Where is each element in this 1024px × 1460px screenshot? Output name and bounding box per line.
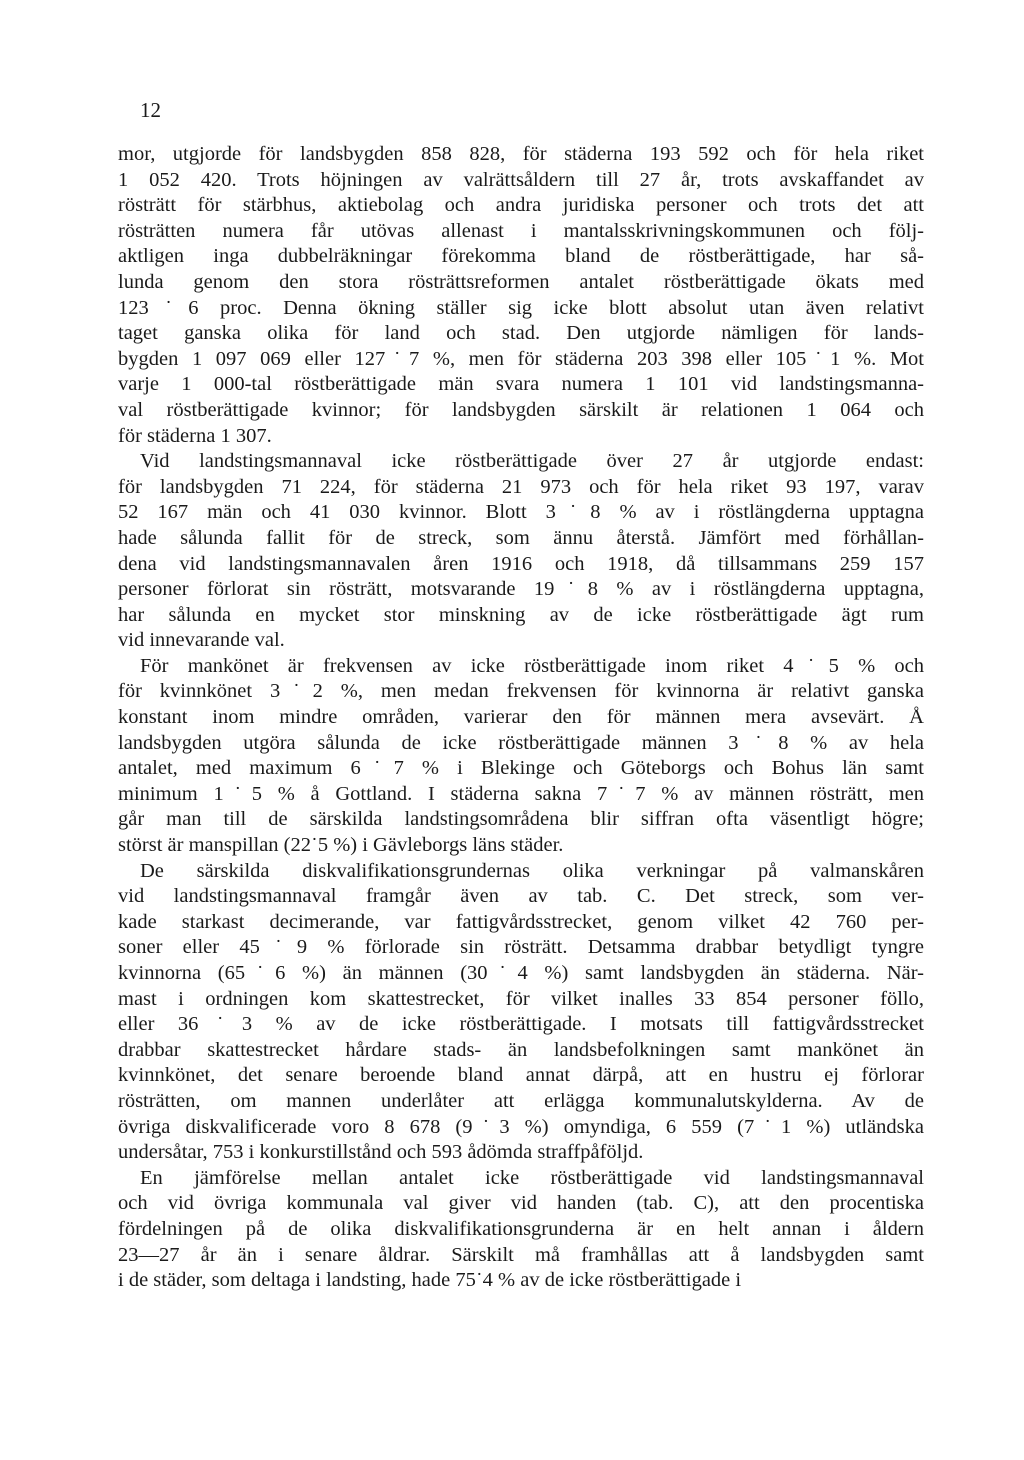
text-line: hade sålunda fallit för de streck, som ännu återstå. Jämfört med förhållan- bbox=[118, 526, 924, 549]
text-line: för städerna 1 307. bbox=[118, 424, 272, 447]
text-line: kade starkast decimerande, var fattigvårdsstrecket, genom vilket 42 760 per- bbox=[118, 910, 924, 933]
body-text bbox=[118, 142, 924, 1294]
text-line: Vid landstingsmannaval icke röstberättigade över 27 år utgjorde endast: bbox=[140, 450, 924, 473]
paragraph bbox=[118, 1166, 924, 1294]
text-line: lunda genom den stora rösträttsreformen antalet röstberättigade ökats med bbox=[118, 270, 924, 293]
text-line: antalet, med maximum 6˙7 % i Blekinge och Göteborgs och Bohus län samt bbox=[118, 757, 924, 780]
text-line: aktligen inga dubbelräkningar förekomma bland de röstberättigade, har så- bbox=[118, 245, 924, 268]
text-line: 123˙6 proc. Denna ökning ställer sig icke blott absolut utan även relativt bbox=[118, 296, 924, 319]
paragraph bbox=[118, 449, 924, 654]
text-line: val röstberättigade kvinnor; för landsbygden särskilt är relationen 1 064 och bbox=[118, 398, 924, 421]
text-line: och vid övriga kommunala val giver vid handen (tab. C), att den procentiska bbox=[118, 1192, 924, 1215]
text-line: mor, utgjorde för landsbygden 858 828, för städerna 193 592 och för hela riket bbox=[118, 143, 924, 165]
text-line: En jämförelse mellan antalet icke röstberättigade vid landstingsmannaval bbox=[140, 1166, 924, 1189]
text-line: kvinnkönet, det senare beroende bland annat därpå, att en hustru ej förlorar bbox=[118, 1064, 924, 1087]
text-line: har sålunda en mycket stor minskning av de icke röstberättigade ägt rum bbox=[118, 603, 924, 626]
text-line: för landsbygden 71 224, för städerna 21 973 och för hela riket 93 197, varav bbox=[118, 475, 924, 498]
text-line: i de städer, som deltaga i landsting, hade 75˙4 % av de icke röstberättigade i bbox=[118, 1269, 742, 1292]
text-line: eller 36˙3 % av de icke röstberättigade. I motsats till fattigvårdsstrecket bbox=[118, 1013, 924, 1036]
text-line: dena vid landstingsmannavalen åren 1916 och 1918, då tillsammans 259 157 bbox=[118, 552, 924, 575]
paragraph bbox=[118, 654, 924, 859]
text-line: övriga diskvalificerade voro 8 678 (9˙3 %) omyndiga, 6 559 (7˙1 %) utländska bbox=[118, 1115, 924, 1138]
text-line: rösträtten numera får utövas allenast i mantalsskrivningskommunen och följ- bbox=[118, 219, 924, 242]
text-line: fördelningen på de olika diskvalifikationsgrunderna är en helt annan i åldern bbox=[118, 1217, 924, 1240]
paragraph bbox=[118, 142, 924, 449]
text-line: För mankönet är frekvensen av icke röstberättigade inom riket 4˙5 % och bbox=[140, 654, 924, 677]
text-line: bygden 1 097 069 eller 127˙7 %, men för städerna 203 398 eller 105˙1 %. Mot bbox=[118, 347, 924, 370]
text-line: för kvinnkönet 3˙2 %, men medan frekvensen för kvinnorna är relativt ganska bbox=[118, 680, 924, 703]
text-line: rösträtten, om mannen underlåter att erlägga kommunalutskylderna. Av de bbox=[118, 1089, 924, 1112]
text-line: varje 1 000-tal röstberättigade män svara numera 1 101 vid landstingsmanna- bbox=[118, 373, 924, 396]
text-line: konstant inom mindre områden, varierar den för männen mera avsevärt. Å bbox=[118, 706, 924, 729]
text-line: soner eller 45˙9 % förlorade sin rösträtt. Detsamma drabbar betydligt tyngre bbox=[118, 936, 924, 959]
text-line: kvinnorna (65˙6 %) än männen (30˙4 %) samt landsbygden än städerna. När- bbox=[118, 962, 924, 984]
text-line: 52 167 män och 41 030 kvinnor. Blott 3˙8 % av i röstlängderna upptagna bbox=[118, 501, 924, 524]
text-line: störst är manspillan (22˙5 %) i Gävleborgs läns städer. bbox=[118, 834, 564, 857]
text-line: minimum 1˙5 % å Gottland. I städerna sakna 7˙7 % av männen rösträtt, men bbox=[118, 782, 924, 805]
text-line: landsbygden utgöra sålunda de icke röstberättigade männen 3˙8 % av hela bbox=[118, 731, 924, 754]
text-line: går man till de särskilda landstingsområdena blir siffran ofta väsentligt högre; bbox=[118, 808, 924, 831]
text-line: undersåtar, 753 i konkurstillstånd och 593 ådömda straffpåföljd. bbox=[118, 1141, 644, 1164]
text-line: rösträtt för stärbhus, aktiebolag och andra juridiska personer och trots det att bbox=[118, 194, 924, 217]
paragraph bbox=[118, 859, 924, 1166]
text-line: vid landstingsmannaval framgår även av tab. C. Det streck, som ver- bbox=[118, 885, 924, 908]
text-line: De särskilda diskvalifikationsgrundernas olika verkningar på valmanskåren bbox=[140, 859, 924, 882]
text-line: personer förlorat sin rösträtt, motsvarande 19˙8 % av i röstlängderna upptagna, bbox=[118, 578, 924, 601]
text-line: taget ganska olika för land och stad. Den utgjorde nämligen för lands- bbox=[118, 322, 924, 345]
text-line: 23—27 år än i senare åldrar. Särskilt må framhållas att å landsbygden samt bbox=[118, 1243, 924, 1266]
text-line: drabbar skattestrecket hårdare stads- än landsbefolkningen samt mankönet än bbox=[118, 1038, 924, 1061]
text-line: 1 052 420. Trots höjningen av valrättsåldern till 27 år, trots avskaffandet av bbox=[118, 168, 924, 191]
page-number: 12 bbox=[140, 98, 161, 122]
text-line: vid innevarande val. bbox=[118, 629, 285, 652]
text-line: mast i ordningen kom skattestrecket, för vilket inalles 33 854 personer föllo, bbox=[118, 987, 924, 1010]
